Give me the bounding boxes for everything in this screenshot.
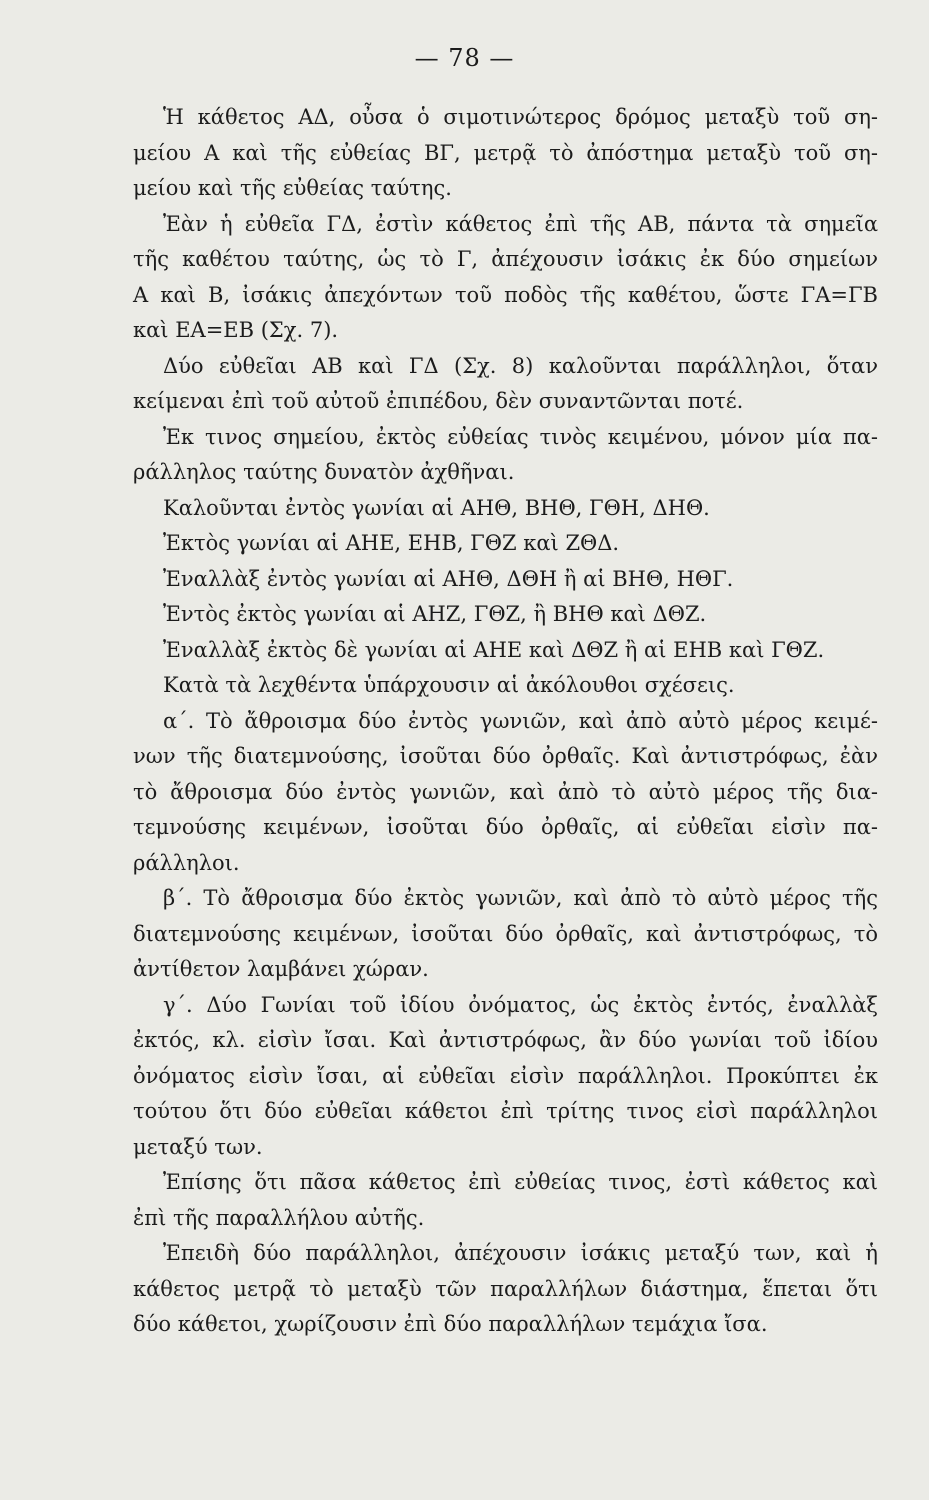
- text-line: Δύο εὐθεῖαι ΑΒ καὶ ΓΔ (Σχ. 8) καλοῦνται παράλληλοι, ὅταν: [163, 353, 878, 378]
- text-line: Α καὶ Β, ἰσάκις ἀπεχόντων τοῦ ποδὸς τῆς καθέτου, ὥστε ΓΑ=ΓΒ: [133, 282, 878, 307]
- text-line: Κατὰ τὰ λεχθέντα ὑπάρχουσιν αἱ ἀκόλουθοι σχέσεις.: [163, 673, 735, 697]
- text-line: μείου Α καὶ τῆς εὐθείας ΒΓ, μετρᾷ τὸ ἀπόστημα μεταξὺ τοῦ ση-: [133, 140, 878, 165]
- text-line: γ΄. Δύο Γωνίαι τοῦ ἰδίου ὀνόματος, ὡς ἐκτὸς ἐντός, ἐναλλὰξ: [163, 992, 878, 1017]
- text-line: ράλληλος ταύτης δυνατὸν ἀχθῆναι.: [133, 460, 515, 484]
- text-line: Καλοῦνται ἐντὸς γωνίαι αἱ ΑΗΘ, ΒΗΘ, ΓΘΗ, ΔΗΘ.: [163, 495, 710, 520]
- text-line: Ἐπίσης ὅτι πᾶσα κάθετος ἐπὶ εὐθείας τινος, ἐστὶ κάθετος καὶ: [163, 1170, 878, 1194]
- text-line: ἀντίθετον λαμβάνει χώραν.: [133, 957, 429, 981]
- text-line: νων τῆς διατεμνούσης, ἰσοῦται δύο ὀρθαῖς. Καὶ ἀντιστρόφως, ἐὰν: [133, 744, 878, 768]
- text-line: τὸ ἄθροισμα δύο ἐντὸς γωνιῶν, καὶ ἀπὸ τὸ αὐτὸ μέρος τῆς δια-: [133, 779, 878, 804]
- text-line: τῆς καθέτου ταύτης, ὡς τὸ Γ, ἀπέχουσιν ἰσάκις ἐκ δύο σημείων: [133, 247, 878, 271]
- text-line: Ἐὰν ἡ εὐθεῖα ΓΔ, ἐστὶν κάθετος ἐπὶ τῆς ΑΒ, πάντα τὰ σημεῖα: [163, 211, 878, 236]
- text-line: Ἐκ τινος σημείου, ἐκτὸς εὐθείας τινὸς κειμένου, μόνον μία πα-: [163, 424, 878, 449]
- text-line: Ἡ κάθετος ΑΔ, οὖσα ὁ σιμοτινώτερος δρόμος μεταξὺ τοῦ ση-: [163, 105, 878, 129]
- text-line: Ἐναλλὰξ ἐκτὸς δὲ γωνίαι αἱ ΑΗΕ καὶ ΔΘΖ ἢ αἱ ΕΗΒ καὶ ΓΘΖ.: [163, 637, 825, 662]
- text-line: κείμεναι ἐπὶ τοῦ αὐτοῦ ἐπιπέδου, δὲν συναντῶνται ποτέ.: [133, 389, 744, 413]
- text-line: β΄. Τὸ ἄθροισμα δύο ἐκτὸς γωνιῶν, καὶ ἀπὸ τὸ αὐτὸ μέρος τῆς: [163, 886, 878, 910]
- text-line: ἐπὶ τῆς παραλλήλου αὐτῆς.: [133, 1205, 425, 1230]
- text-line: τεμνούσης κειμένων, ἰσοῦται δύο ὀρθαῖς, αἱ εὐθεῖαι εἰσὶν πα-: [133, 815, 878, 839]
- text-line: Ἐκτὸς γωνίαι αἱ ΑΗΕ, ΕΗΒ, ΓΘΖ καὶ ΖΘΔ.: [163, 531, 620, 555]
- text-line: δύο κάθετοι, χωρίζουσιν ἐπὶ δύο παραλλήλων τεμάχια ἴσα.: [133, 1312, 768, 1336]
- text-line: διατεμνούσης κειμένων, ἰσοῦται δύο ὀρθαῖς, καὶ ἀντιστρόφως, τὸ: [133, 921, 878, 946]
- text-line: α΄. Τὸ ἄθροισμα δύο ἐντὸς γωνιῶν, καὶ ἀπὸ αὐτὸ μέρος κειμέ-: [163, 708, 878, 733]
- text-line: Ἐναλλὰξ ἐντὸς γωνίαι αἱ ΑΗΘ, ΔΘΗ ἢ αἱ ΒΗΘ, ΗΘΓ.: [163, 566, 734, 591]
- text-line: μείου καὶ τῆς εὐθείας ταύτης.: [133, 176, 452, 200]
- text-line: μεταξύ των.: [133, 1134, 263, 1159]
- text-line: ράλληλοι.: [133, 850, 240, 875]
- text-line: Ἐντὸς ἐκτὸς γωνίαι αἱ ΑΗΖ, ΓΘΖ, ἢ ΒΗΘ καὶ ΔΘΖ.: [163, 602, 707, 626]
- text-line: κάθετος μετρᾷ τὸ μεταξὺ τῶν παραλλήλων διάστημα, ἕπεται ὅτι: [133, 1276, 878, 1301]
- text-line: Ἐπειδὴ δύο παράλληλοι, ἀπέχουσιν ἰσάκις μεταξύ των, καὶ ἡ: [163, 1241, 878, 1265]
- page-text: [133, 100, 878, 1343]
- text-line: καὶ ΕΑ=ΕΒ (Σχ. 7).: [133, 318, 339, 342]
- text-line: ὀνόματος εἰσὶν ἴσαι, αἱ εὐθεῖαι εἰσὶν παράλληλοι. Προκύπτει ἐκ: [133, 1063, 878, 1088]
- text-line: τούτου ὅτι δύο εὐθεῖαι κάθετοι ἐπὶ τρίτης τινος εἰσὶ παράλληλοι: [133, 1099, 878, 1123]
- text-line: ἐκτός, κλ. εἰσὶν ἴσαι. Καὶ ἀντιστρόφως, ἂν δύο γωνίαι τοῦ ἰδίου: [133, 1028, 878, 1052]
- page-number: — 78 —: [414, 44, 515, 72]
